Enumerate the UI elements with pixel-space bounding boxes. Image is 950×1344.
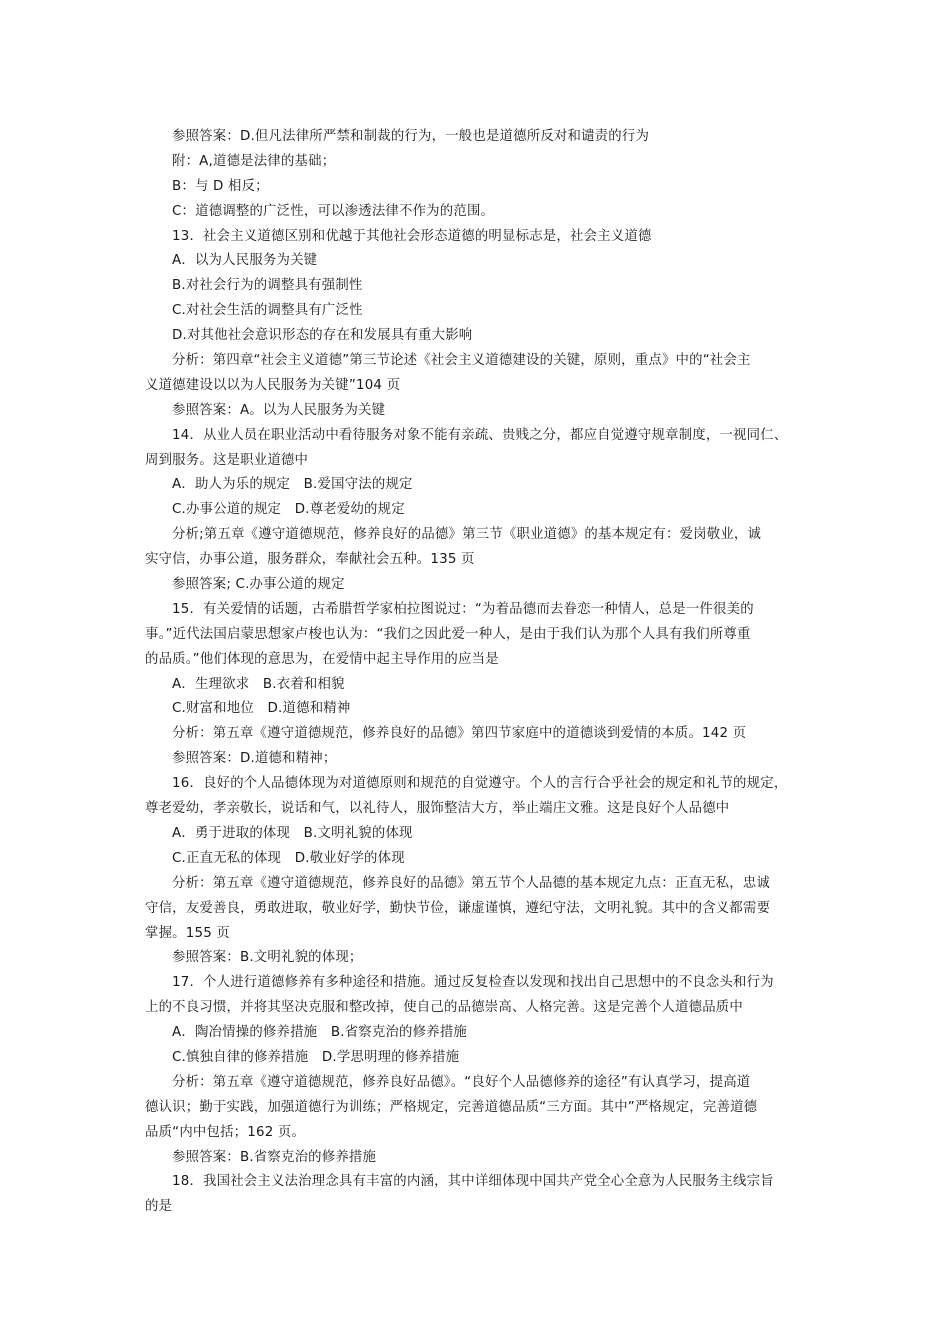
text-line: 附：A,道德是法律的基础； [172, 153, 336, 169]
text-line: C.慎独自律的修养措施 D.学思明理的修养措施 [172, 1049, 460, 1065]
text-line: 分析：第五章《遵守道德规范，修养良好的品德》第四节家庭中的道德谈到爱情的本质。142 页 [172, 726, 747, 742]
text-line: 掌握。155 页 [145, 925, 230, 941]
text-line: 17．个人进行道德修养有多种途径和措施。通过反复检查以发现和找出自己思想中的不良念头和行为 [172, 975, 774, 991]
text-line: 义道德建设以以为人民服务为关键”104 页 [145, 377, 401, 393]
text-line: 的是 [145, 1199, 173, 1215]
text-line: C：道德调整的广泛性，可以渗透法律不作为的范围。 [172, 203, 495, 219]
text-line: 德认识；勤于实践，加强道德行为训练；严格规定，完善道德品质“三方面。其中”严格规定，完善道德 [145, 1099, 758, 1115]
text-line: 守信，友爱善良，勇敢进取，敬业好学，勤快节俭，谦虚谨慎，遵纪守法，文明礼貌。其中的含义都需要 [145, 900, 771, 916]
text-line: 上的不良习惯，并将其坚决克服和整改掉，使自己的品德崇高、人格完善。这是完善个人道德品质中 [145, 1000, 743, 1016]
text-line: 18．我国社会主义法治理念具有丰富的内涵，其中详细体现中国共产党全心全意为人民服务主线宗旨 [172, 1174, 774, 1190]
text-line: 的品质。”他们体现的意思为，在爱情中起主导作用的应当是 [145, 651, 499, 667]
text-line: 参照答案：B.文明礼貌的体现； [172, 950, 363, 966]
text-line: D.对其他社会意识形态的存在和发展具有重大影响 [172, 328, 473, 344]
text-line: 周到服务。这是职业道德中 [145, 452, 309, 468]
text-line: 分析：第四章“社会主义道德”第三节论述《社会主义道德建设的关键，原则，重点》中的“社会主 [172, 353, 751, 369]
text-line: C.财富和地位 D.道德和精神 [172, 701, 351, 717]
text-line: 分析：第五章《遵守道德规范，修养良好品德》。“良好个人品德修养的途径”有认真学习，提高道 [172, 1074, 751, 1090]
text-line: 尊老爱幼，孝亲敬长，说话和气，以礼待人，服饰整洁大方，举止端庄文雅。这是良好个人品德中 [145, 801, 730, 817]
text-line: C.办事公道的规定 D.尊老爱幼的规定 [172, 502, 405, 518]
text-line: C.正直无私的体现 D.敬业好学的体现 [172, 850, 405, 866]
document-body [0, 125, 950, 1220]
text-line: 参照答案：B.省察克治的修养措施 [172, 1149, 377, 1165]
text-line: B.对社会行为的调整具有强制性 [172, 278, 363, 294]
text-line: C.对社会生活的调整具有广泛性 [172, 303, 363, 319]
text-line: 分析：第五章《遵守道德规范，修养良好的品德》第五节个人品德的基本规定九点：正直无私，忠诚 [172, 875, 770, 891]
text-line: 事。”近代法国启蒙思想家卢梭也认为：“我们之因此爱一种人，是由于我们认为那个人具有我们所尊重 [145, 626, 751, 642]
text-line: 16．良好的个人品德体现为对道德原则和规范的自觉遵守。个人的言行合乎社会的规定和礼节的规定， [172, 776, 788, 792]
text-line: 参照答案; C.办事公道的规定 [172, 577, 345, 593]
text-line: A．助人为乐的规定 B.爱国守法的规定 [172, 477, 413, 493]
text-line: 参照答案：A。以为人民服务为关键 [172, 402, 386, 418]
text-line: A．以为人民服务为关键 [172, 253, 318, 269]
text-line: 分析;第五章《遵守道德规范，修养良好的品德》第三节《职业道德》的基本规定有：爱岗敬业，诚 [172, 527, 762, 543]
text-line: 13．社会主义道德区别和优越于其他社会形态道德的明显标志是，社会主义道德 [172, 228, 652, 244]
text-line: B：与 D 相反； [172, 178, 269, 194]
text-line: 参照答案：D.但凡法律所严禁和制裁的行为，一般也是道德所反对和谴责的行为 [172, 129, 650, 144]
text-line: 14．从业人员在职业活动中看待服务对象不能有亲疏、贵贱之分，都应自觉遵守规章制度，一视同仁、 [172, 427, 788, 443]
text-line: 15．有关爱情的话题，古希腊哲学家柏拉图说过：“为着品德而去眷恋一种情人，总是一件很美的 [172, 601, 754, 617]
text-line: 实守信，办事公道，服务群众，奉献社会五种。135 页 [145, 552, 475, 568]
text-line: 参照答案：D.道德和精神； [172, 751, 337, 767]
text-line: A．生理欲求 B.衣着和相貌 [172, 676, 345, 692]
text-line: A．勇于进取的体现 B.文明礼貌的体现 [172, 825, 413, 841]
text-line: 品质“内中包括；162 页。 [145, 1124, 306, 1140]
text-line: A．陶冶情操的修养措施 B.省察克治的修养措施 [172, 1025, 468, 1041]
